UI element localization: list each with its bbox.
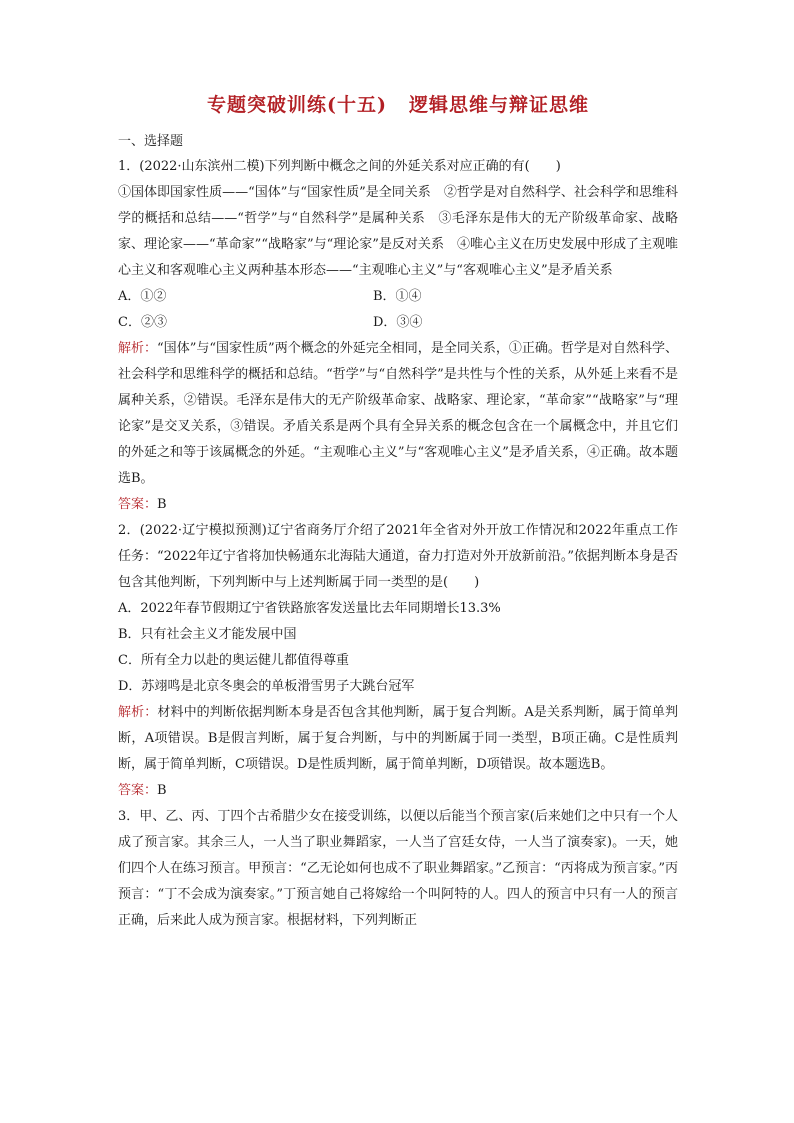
analysis-label: 解析： [118, 705, 158, 720]
q1-option-d: D．③④ [373, 315, 423, 330]
title-topic: 逻辑思维与辩证思维 [408, 94, 589, 116]
q1-answer [118, 492, 678, 518]
title-series: 专题突破训练(十五) [207, 94, 387, 116]
q2-analysis-text: 材料中的判断依据判断本身是否包含其他判断，属于复合判断。A是关系判断，属于简单判断，A项错误。B是假言判断，属于复合判断，与中的判断属于同一类型，B项正确。C是性质判断，属于简单判断，C项错误。D是性质判断，属于简单判断，D项错误。故本题选B。 [118, 705, 678, 772]
page-title [118, 92, 678, 118]
q2-stem: 2．(2022·辽宁模拟预测)辽宁省商务厅介绍了2021年全省对外开放工作情况和2022年重点工作任务：“2022年辽宁省将加快畅通东北海陆大通道，奋力打造对外开放新前沿。”依据判断本身是否包含其他判断，下列判断中与上述判断属于同一类型的是( ) [118, 523, 678, 590]
q1-options [118, 284, 678, 336]
q1-option-a: A．①② [118, 289, 167, 304]
q1-answer-value: B [157, 497, 167, 512]
q2-answer [118, 778, 678, 804]
answer-label: 答案： [118, 783, 158, 798]
section-heading: 一、选择题 [118, 134, 184, 149]
q1-stem: 1．(2022·山东滨州二模)下列判断中概念之间的外延关系对应正确的有( ) [118, 159, 561, 174]
page-content [118, 92, 678, 934]
q1-body: ①国体即国家性质——“国体”与“国家性质”是全同关系 ②哲学是对自然科学、社会科学和思维科学的概括和总结——“哲学”与“自然科学”是属种关系 ③毛泽东是伟大的无产阶级革命家、战略家、理论家——“革命家”“战略家”与“理论家”是反对关系 ④唯心主义在历史发展中形成了主观唯心主义和客观唯心主义两种基本形态——“主观唯心主义”与“客观唯心主义”是矛盾关系 [118, 185, 678, 278]
q2-option-b: B．只有社会主义才能发展中国 [118, 627, 297, 642]
analysis-label: 解析： [118, 341, 158, 356]
q2-option-c: C．所有全力以赴的奥运健儿都值得尊重 [118, 653, 349, 668]
q1-option-c: C．②③ [118, 315, 167, 330]
answer-label: 答案： [118, 497, 158, 512]
q2-option-a: A．2022年春节假期辽宁省铁路旅客发送量比去年同期增长13.3% [118, 601, 501, 616]
q2-analysis [118, 700, 678, 778]
q2-option-d: D．苏翊鸣是北京冬奥会的单板滑雪男子大跳台冠军 [118, 679, 415, 694]
q3-stem: 3．甲、乙、丙、丁四个古希腊少女在接受训练，以便以后能当个预言家(后来她们之中只有一个人成了预言家。其余三人，一人当了职业舞蹈家，一人当了宫廷女侍，一人当了演奏家)。一天，她们四个人在练习预言。甲预言：“乙无论如何也成不了职业舞蹈家。”乙预言：“丙将成为预言家。”丙预言：“丁不会成为演奏家。”丁预言她自己将嫁给一个叫阿特的人。四人的预言中只有一人的预言正确，后来此人成为预言家。根据材料，下列判断正 [118, 809, 678, 928]
q2-answer-value: B [157, 783, 167, 798]
q1-option-b: B．①④ [373, 289, 422, 304]
q1-analysis [118, 336, 678, 492]
q1-analysis-text: “国体”与“国家性质”两个概念的外延完全相同，是全同关系，①正确。哲学是对自然科学、社会科学和思维科学的概括和总结。“哲学”与“自然科学”是共性与个性的关系，从外延上来看不是属种关系，②错误。毛泽东是伟大的无产阶级革命家、战略家、理论家，“革命家”“战略家”与“理论家”是交叉关系，③错误。矛盾关系是两个具有全异关系的概念包含在一个属概念中，并且它们的外延之和等于该属概念的外延。“主观唯心主义”与“客观唯心主义”是矛盾关系，④正确。故本题选B。 [118, 341, 678, 486]
